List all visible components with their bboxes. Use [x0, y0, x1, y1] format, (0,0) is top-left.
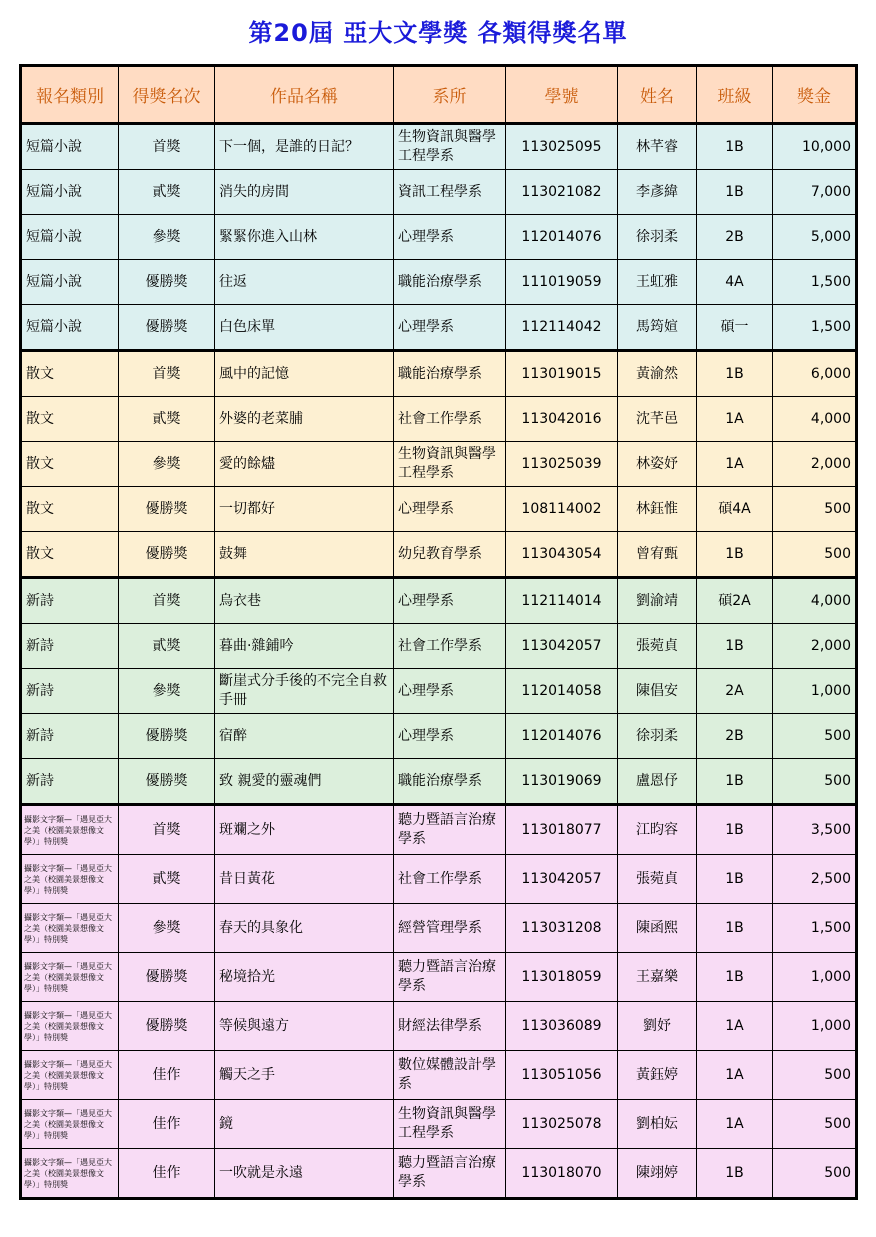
cell-category: 攝影文字類—「遇見亞大之美（校園美景想像文學）」特別獎 [21, 904, 119, 953]
cell-student-id: 113025039 [506, 442, 618, 487]
cell-class: 1A [697, 1100, 773, 1149]
cell-student-id: 113042016 [506, 397, 618, 442]
cell-class: 1A [697, 1051, 773, 1100]
cell-rank: 參獎 [119, 904, 215, 953]
cell-student-id: 112014058 [506, 669, 618, 714]
cell-category: 散文 [21, 487, 119, 532]
cell-class: 1B [697, 953, 773, 1002]
cell-rank: 首獎 [119, 124, 215, 170]
cell-category: 攝影文字類—「遇見亞大之美（校園美景想像文學）」特別獎 [21, 1100, 119, 1149]
cell-class: 碩一 [697, 305, 773, 351]
cell-dept: 職能治療學系 [394, 351, 506, 397]
cell-dept: 經營管理學系 [394, 904, 506, 953]
cell-category: 新詩 [21, 669, 119, 714]
cell-work: 愛的餘燼 [215, 442, 394, 487]
table-row [21, 351, 857, 397]
cell-dept: 心理學系 [394, 669, 506, 714]
cell-work: 外婆的老菜脯 [215, 397, 394, 442]
cell-class: 1B [697, 532, 773, 578]
cell-dept: 心理學系 [394, 487, 506, 532]
cell-student-id: 113019015 [506, 351, 618, 397]
table-row [21, 669, 857, 714]
cell-student-id: 113031208 [506, 904, 618, 953]
cell-work: 鼓舞 [215, 532, 394, 578]
cell-student-id: 113042057 [506, 624, 618, 669]
cell-class: 1A [697, 442, 773, 487]
cell-dept: 社會工作學系 [394, 397, 506, 442]
cell-category: 短篇小說 [21, 215, 119, 260]
cell-rank: 貳獎 [119, 624, 215, 669]
cell-category: 攝影文字類—「遇見亞大之美（校園美景想像文學）」特別獎 [21, 953, 119, 1002]
cell-name: 張菀貞 [618, 624, 697, 669]
cell-prize: 500 [773, 1149, 857, 1199]
cell-dept: 生物資訊與醫學工程學系 [394, 124, 506, 170]
cell-name: 盧恩伃 [618, 759, 697, 805]
table-row [21, 578, 857, 624]
cell-class: 1B [697, 351, 773, 397]
cell-name: 黃鈺婷 [618, 1051, 697, 1100]
cell-rank: 優勝獎 [119, 260, 215, 305]
cell-student-id: 113051056 [506, 1051, 618, 1100]
cell-name: 陳倡安 [618, 669, 697, 714]
cell-category: 散文 [21, 397, 119, 442]
table-row [21, 714, 857, 759]
cell-name: 林芊睿 [618, 124, 697, 170]
cell-work: 觸天之手 [215, 1051, 394, 1100]
cell-name: 張菀貞 [618, 855, 697, 904]
cell-rank: 佳作 [119, 1149, 215, 1199]
cell-rank: 貳獎 [119, 170, 215, 215]
cell-class: 碩2A [697, 578, 773, 624]
cell-rank: 佳作 [119, 1051, 215, 1100]
header-category: 報名類別 [21, 66, 119, 124]
cell-name: 馬筠媗 [618, 305, 697, 351]
cell-work: 昔日黃花 [215, 855, 394, 904]
cell-dept: 資訊工程學系 [394, 170, 506, 215]
table-row [21, 215, 857, 260]
cell-prize: 500 [773, 1100, 857, 1149]
cell-student-id: 112114014 [506, 578, 618, 624]
cell-student-id: 113025095 [506, 124, 618, 170]
table-row [21, 624, 857, 669]
table-row [21, 1100, 857, 1149]
cell-dept: 社會工作學系 [394, 855, 506, 904]
cell-work: 斑斕之外 [215, 805, 394, 855]
cell-student-id: 113018059 [506, 953, 618, 1002]
cell-class: 1B [697, 124, 773, 170]
cell-class: 4A [697, 260, 773, 305]
cell-dept: 幼兒教育學系 [394, 532, 506, 578]
cell-name: 沈芊邑 [618, 397, 697, 442]
cell-prize: 5,000 [773, 215, 857, 260]
cell-name: 王嘉樂 [618, 953, 697, 1002]
cell-prize: 7,000 [773, 170, 857, 215]
cell-category: 短篇小說 [21, 305, 119, 351]
cell-prize: 2,500 [773, 855, 857, 904]
cell-class: 1B [697, 855, 773, 904]
cell-name: 劉柏妘 [618, 1100, 697, 1149]
cell-student-id: 113042057 [506, 855, 618, 904]
cell-rank: 首獎 [119, 351, 215, 397]
cell-name: 陳函熙 [618, 904, 697, 953]
cell-prize: 2,000 [773, 442, 857, 487]
cell-prize: 4,000 [773, 397, 857, 442]
header-work: 作品名稱 [215, 66, 394, 124]
cell-work: 往返 [215, 260, 394, 305]
cell-category: 攝影文字類—「遇見亞大之美（校園美景想像文學）」特別獎 [21, 1149, 119, 1199]
cell-class: 1B [697, 624, 773, 669]
cell-category: 散文 [21, 351, 119, 397]
cell-name: 江昀容 [618, 805, 697, 855]
cell-prize: 500 [773, 759, 857, 805]
cell-dept: 社會工作學系 [394, 624, 506, 669]
cell-rank: 參獎 [119, 215, 215, 260]
cell-prize: 3,500 [773, 805, 857, 855]
cell-work: 春天的具象化 [215, 904, 394, 953]
cell-work: 鏡 [215, 1100, 394, 1149]
cell-student-id: 112014076 [506, 714, 618, 759]
cell-prize: 500 [773, 1051, 857, 1100]
cell-work: 烏衣巷 [215, 578, 394, 624]
cell-category: 散文 [21, 532, 119, 578]
cell-work: 消失的房間 [215, 170, 394, 215]
cell-category: 新詩 [21, 714, 119, 759]
table-row [21, 904, 857, 953]
cell-dept: 職能治療學系 [394, 759, 506, 805]
table-row [21, 397, 857, 442]
cell-student-id: 113019069 [506, 759, 618, 805]
cell-class: 1B [697, 805, 773, 855]
cell-dept: 聽力暨語言治療學系 [394, 953, 506, 1002]
cell-category: 短篇小說 [21, 260, 119, 305]
cell-dept: 心理學系 [394, 215, 506, 260]
header-row [21, 66, 857, 124]
cell-dept: 心理學系 [394, 305, 506, 351]
cell-rank: 優勝獎 [119, 759, 215, 805]
cell-prize: 500 [773, 714, 857, 759]
cell-class: 1A [697, 1002, 773, 1051]
cell-category: 攝影文字類—「遇見亞大之美（校園美景想像文學）」特別獎 [21, 855, 119, 904]
cell-work: 一切都好 [215, 487, 394, 532]
cell-name: 徐羽柔 [618, 714, 697, 759]
cell-name: 林姿妤 [618, 442, 697, 487]
cell-rank: 參獎 [119, 669, 215, 714]
cell-rank: 貳獎 [119, 397, 215, 442]
cell-dept: 數位媒體設計學系 [394, 1051, 506, 1100]
cell-class: 碩4A [697, 487, 773, 532]
table-row [21, 1051, 857, 1100]
table-row [21, 953, 857, 1002]
cell-dept: 聽力暨語言治療學系 [394, 805, 506, 855]
cell-prize: 1,000 [773, 953, 857, 1002]
header-name: 姓名 [618, 66, 697, 124]
table-row [21, 759, 857, 805]
header-class: 班級 [697, 66, 773, 124]
table-row [21, 532, 857, 578]
cell-dept: 職能治療學系 [394, 260, 506, 305]
cell-class: 1A [697, 397, 773, 442]
cell-rank: 貳獎 [119, 855, 215, 904]
cell-work: 等候與遠方 [215, 1002, 394, 1051]
cell-student-id: 113018077 [506, 805, 618, 855]
page-title: 第20屆 亞大文學獎 各類得獎名單 [248, 19, 628, 47]
table-row [21, 1149, 857, 1199]
cell-category: 散文 [21, 442, 119, 487]
cell-category: 短篇小說 [21, 124, 119, 170]
table-row [21, 805, 857, 855]
cell-name: 李彥緯 [618, 170, 697, 215]
cell-student-id: 112014076 [506, 215, 618, 260]
cell-class: 1B [697, 1149, 773, 1199]
cell-dept: 財經法律學系 [394, 1002, 506, 1051]
cell-prize: 6,000 [773, 351, 857, 397]
cell-class: 1B [697, 904, 773, 953]
cell-rank: 佳作 [119, 1100, 215, 1149]
cell-name: 陳翊婷 [618, 1149, 697, 1199]
cell-work: 一吹就是永遠 [215, 1149, 394, 1199]
cell-name: 王虹雅 [618, 260, 697, 305]
cell-prize: 4,000 [773, 578, 857, 624]
cell-category: 短篇小說 [21, 170, 119, 215]
cell-rank: 首獎 [119, 578, 215, 624]
table-row [21, 855, 857, 904]
cell-prize: 2,000 [773, 624, 857, 669]
cell-work: 斷崖式分手後的不完全自救手冊 [215, 669, 394, 714]
cell-student-id: 113018070 [506, 1149, 618, 1199]
table-row [21, 487, 857, 532]
cell-work: 緊緊你進入山林 [215, 215, 394, 260]
table-row [21, 260, 857, 305]
cell-rank: 優勝獎 [119, 1002, 215, 1051]
cell-student-id: 113043054 [506, 532, 618, 578]
cell-student-id: 112114042 [506, 305, 618, 351]
cell-prize: 1,500 [773, 260, 857, 305]
cell-category: 攝影文字類—「遇見亞大之美（校園美景想像文學）」特別獎 [21, 1002, 119, 1051]
cell-prize: 1,000 [773, 1002, 857, 1051]
cell-category: 攝影文字類—「遇見亞大之美（校園美景想像文學）」特別獎 [21, 805, 119, 855]
cell-work: 秘境拾光 [215, 953, 394, 1002]
table-row [21, 170, 857, 215]
cell-category: 新詩 [21, 759, 119, 805]
cell-name: 劉渝靖 [618, 578, 697, 624]
cell-rank: 優勝獎 [119, 487, 215, 532]
cell-rank: 優勝獎 [119, 305, 215, 351]
cell-prize: 1,000 [773, 669, 857, 714]
cell-name: 林鈺惟 [618, 487, 697, 532]
cell-rank: 優勝獎 [119, 532, 215, 578]
header-rank: 得獎名次 [119, 66, 215, 124]
awards-table [19, 64, 858, 1200]
cell-name: 徐羽柔 [618, 215, 697, 260]
cell-rank: 參獎 [119, 442, 215, 487]
cell-student-id: 113025078 [506, 1100, 618, 1149]
cell-prize: 1,500 [773, 904, 857, 953]
cell-student-id: 108114002 [506, 487, 618, 532]
cell-category: 新詩 [21, 624, 119, 669]
cell-rank: 優勝獎 [119, 953, 215, 1002]
cell-dept: 心理學系 [394, 714, 506, 759]
cell-work: 宿醉 [215, 714, 394, 759]
table-row [21, 305, 857, 351]
header-dept: 系所 [394, 66, 506, 124]
cell-name: 黃渝然 [618, 351, 697, 397]
cell-prize: 500 [773, 487, 857, 532]
cell-dept: 生物資訊與醫學工程學系 [394, 442, 506, 487]
cell-prize: 10,000 [773, 124, 857, 170]
cell-category: 新詩 [21, 578, 119, 624]
cell-category: 攝影文字類—「遇見亞大之美（校園美景想像文學）」特別獎 [21, 1051, 119, 1100]
cell-prize: 500 [773, 532, 857, 578]
cell-class: 2B [697, 215, 773, 260]
cell-work: 致 親愛的靈魂們 [215, 759, 394, 805]
header-prize: 獎金 [773, 66, 857, 124]
cell-prize: 1,500 [773, 305, 857, 351]
cell-rank: 優勝獎 [119, 714, 215, 759]
cell-class: 1B [697, 170, 773, 215]
cell-name: 劉妤 [618, 1002, 697, 1051]
cell-class: 2B [697, 714, 773, 759]
cell-work: 風中的記憶 [215, 351, 394, 397]
cell-work: 白色床單 [215, 305, 394, 351]
cell-student-id: 113021082 [506, 170, 618, 215]
cell-student-id: 113036089 [506, 1002, 618, 1051]
table-row [21, 1002, 857, 1051]
cell-class: 1B [697, 759, 773, 805]
header-student-id: 學號 [506, 66, 618, 124]
cell-work: 下一個，是誰的日記？ [215, 124, 394, 170]
cell-rank: 首獎 [119, 805, 215, 855]
cell-student-id: 111019059 [506, 260, 618, 305]
cell-work: 暮曲·雜鋪吟 [215, 624, 394, 669]
cell-class: 2A [697, 669, 773, 714]
table-row [21, 442, 857, 487]
table-row [21, 124, 857, 170]
cell-dept: 心理學系 [394, 578, 506, 624]
cell-dept: 生物資訊與醫學工程學系 [394, 1100, 506, 1149]
cell-dept: 聽力暨語言治療學系 [394, 1149, 506, 1199]
cell-name: 曾宥甄 [618, 532, 697, 578]
